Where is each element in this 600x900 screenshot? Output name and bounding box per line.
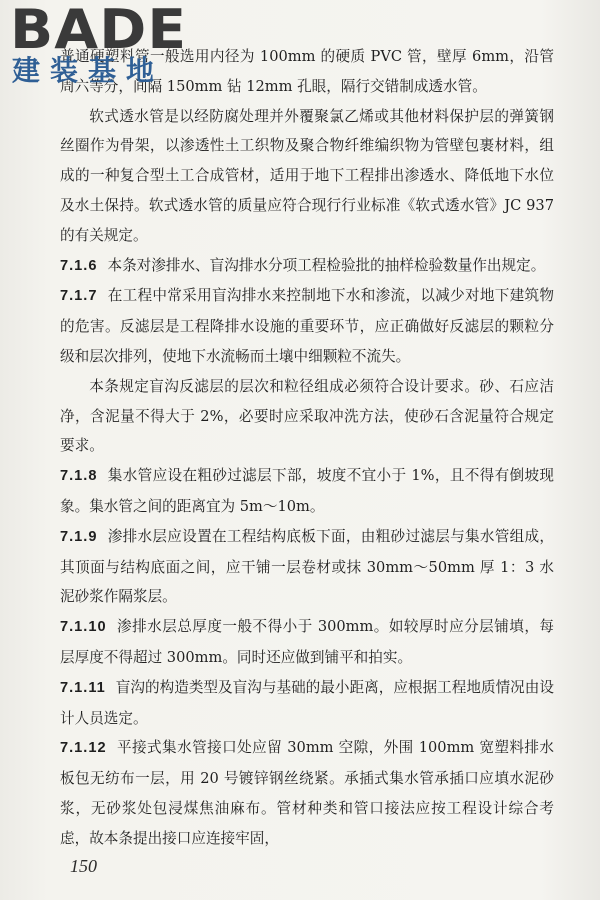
- clause-number: 7.1.7: [60, 288, 98, 305]
- clause-text: 集水管应设在粗砂过滤层下部，坡度不宜小于 1%，且不得有倒坡现象。集水管之间的距离宜为 5m～10m。: [60, 467, 554, 515]
- clause-number: 7.1.12: [60, 740, 107, 757]
- clause-text: 渗排水层总厚度一般不得小于 300mm。如较厚时应分层铺填，每层厚度不得超过 300mm。同时还应做到铺平和拍实。: [60, 618, 554, 666]
- paragraph-text: 本条规定盲沟反滤层的层次和粒径组成必须符合设计要求。砂、石应洁净，含泥量不得大于 2%，必要时应采取冲洗方法，使砂石含泥量符合规定要求。: [60, 377, 554, 455]
- watermark-logo: [4, 2, 194, 90]
- clause-7-1-12: [60, 733, 554, 853]
- clause-7-1-6: [60, 251, 554, 282]
- clause-7-1-9: [60, 522, 554, 612]
- clause-number: 7.1.11: [60, 679, 106, 696]
- clause-7-1-11: [60, 673, 554, 734]
- paragraph-text: 软式透水管是以经防腐处理并外覆聚氯乙烯或其他材料保护层的弹簧钢丝圈作为骨架，以渗透性土工织物及聚合物纤维编织物为管壁包裹材料，组成的一种复合型土工合成管材，适用于地下工程排出渗透水、降低地下水位及水土保持。软式透水管的质量应符合现行行业标准《软式透水管》JC 937 的有关规定。: [60, 107, 554, 244]
- clause-number: 7.1.8: [60, 468, 98, 485]
- clause-text: 平接式集水管接口处应留 30mm 空隙，外围 100mm 宽塑料排水板包无纺布一层，用 20 号镀锌钢丝绕紧。承插式集水管承插口应填水泥砂浆，无砂浆处包浸煤焦油麻布。管材种类和管口接法应按工程设计综合考虑，故本条提出接口应连接牢固，: [60, 739, 554, 847]
- paragraph-text: 普通硬塑料管一般选用内径为 100mm 的硬质 PVC 管，壁厚 6mm，沿管周六等分，间隔 150mm 钻 12mm 孔眼，隔行交错制成透水管。: [60, 48, 554, 95]
- paragraph-soft-drain-pipe: [60, 102, 554, 251]
- clause-7-1-7: [60, 281, 554, 371]
- clause-7-1-8: [60, 461, 554, 522]
- clause-number: 7.1.6: [60, 257, 98, 274]
- document-body: [60, 42, 554, 854]
- clause-text: 盲沟的构造类型及盲沟与基础的最小距离，应根据工程地质情况由设计人员选定。: [60, 678, 554, 727]
- paragraph-filter-layer: [60, 372, 554, 461]
- clause-7-1-10: [60, 612, 554, 673]
- clause-text: 在工程中常采用盲沟排水来控制地下水和渗流，以减少对地下建筑物的危害。反滤层是工程降排水设施的重要环节，应正确做好反滤层的颗粒分级和层次排列，使地下水流畅而土壤中细颗粒不流失。: [60, 287, 554, 365]
- clause-text: 渗排水层应设置在工程结构底板下面，由粗砂过滤层与集水管组成，其顶面与结构底面之间，应干铺一层卷材或抹 30mm～50mm 厚 1：3 水泥砂浆作隔浆层。: [60, 527, 554, 606]
- logo-main-text: BADE: [10, 0, 188, 61]
- logo-sub-text: 建装基地: [12, 54, 165, 87]
- clause-number: 7.1.10: [60, 619, 107, 636]
- page-number: 150: [70, 856, 97, 876]
- clause-number: 7.1.9: [60, 528, 98, 545]
- clause-text: 本条对渗排水、盲沟排水分项工程检验批的抽样检验数量作出规定。: [107, 256, 546, 274]
